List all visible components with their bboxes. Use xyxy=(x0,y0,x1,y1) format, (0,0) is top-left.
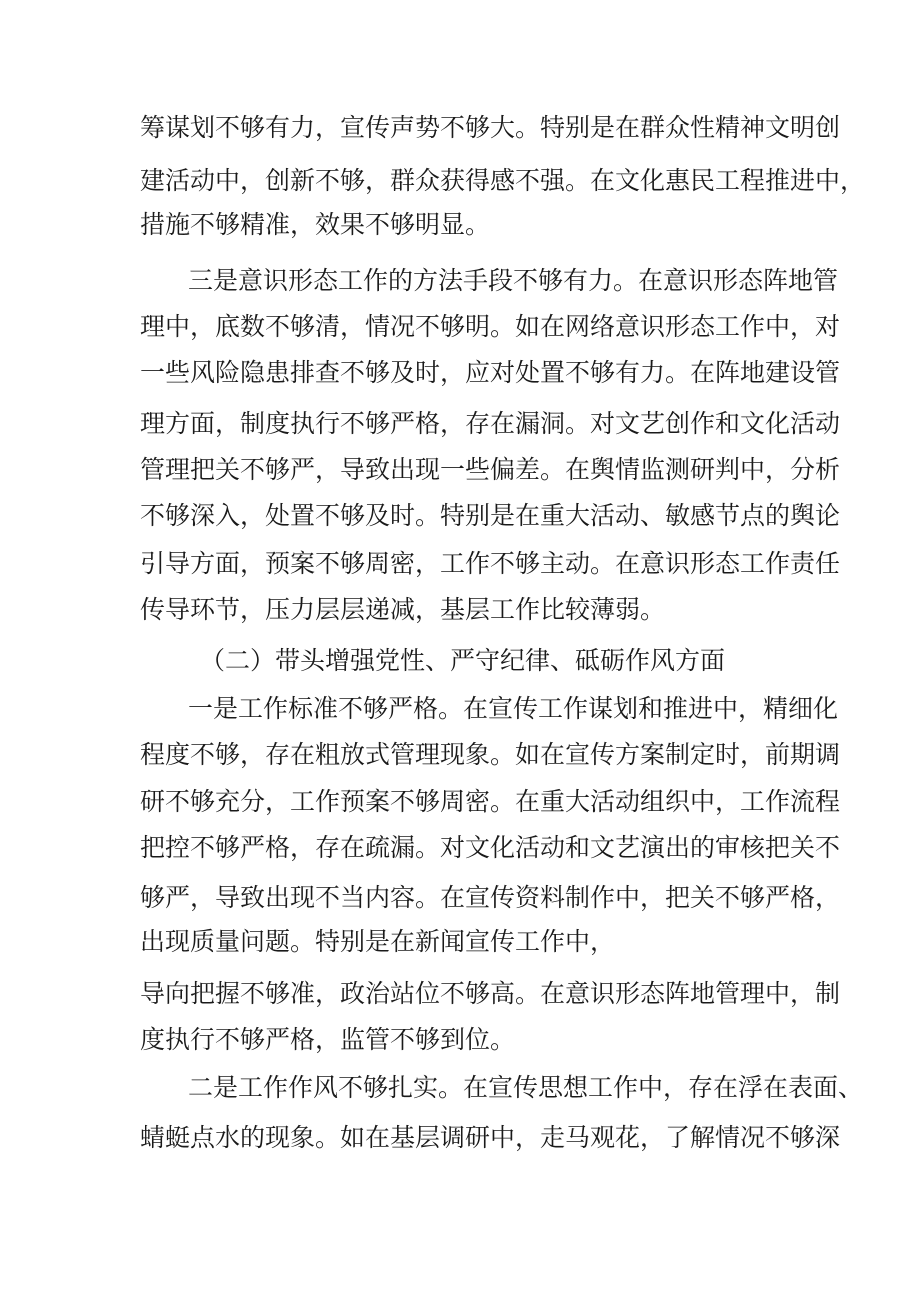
paragraph-line: 传导环节，压力层层递减，基层工作比较薄弱。 xyxy=(140,595,666,624)
paragraph-line: 二是工作作风不够扎实。在宣传思想工作中，存在浮在表面、 xyxy=(188,1073,864,1102)
paragraph-line: 理方面，制度执行不够严格，存在漏洞。对文艺创作和文化活动 xyxy=(140,409,841,438)
section-heading: （二）带头增强党性、严守纪律、砥砺作风方面 xyxy=(200,646,726,675)
paragraph-line: 措施不够精准，效果不够明显。 xyxy=(140,210,491,239)
paragraph-line: 不够深入，处置不够及时。特别是在重大活动、敏感节点的舆论 xyxy=(140,501,841,530)
paragraph-line: 一些风险隐患排查不够及时，应对处置不够有力。在阵地建设管 xyxy=(140,358,841,387)
paragraph-line: 出现质量问题。特别是在新闻宣传工作中， xyxy=(140,927,616,956)
paragraph-line: 引导方面，预案不够周密，工作不够主动。在意识形态工作责任 xyxy=(140,549,841,578)
paragraph-line: 度执行不够严格，监管不够到位。 xyxy=(140,1025,516,1054)
paragraph-line: 程度不够，存在粗放式管理现象。如在宣传方案制定时，前期调 xyxy=(140,740,841,769)
paragraph-line: 研不够充分，工作预案不够周密。在重大活动组织中，工作流程 xyxy=(140,787,841,816)
paragraph-line: 导向把握不够准，政治站位不够高。在意识形态阵地管理中，制 xyxy=(140,979,841,1008)
paragraph-line: 蜻蜓点水的现象。如在基层调研中，走马观花，了解情况不够深 xyxy=(140,1123,841,1152)
paragraph-line: 理中，底数不够清，情况不够明。如在网络意识形态工作中，对 xyxy=(140,312,841,341)
paragraph-line: 把控不够严格，存在疏漏。对文化活动和文艺演出的审核把关不 xyxy=(140,833,841,862)
paragraph-line: 三是意识形态工作的方法手段不够有力。在意识形态阵地管 xyxy=(188,266,839,295)
paragraph-line: 够严，导致出现不当内容。在宣传资料制作中，把关不够严格， xyxy=(140,883,841,912)
paragraph-line: 筹谋划不够有力，宣传声势不够大。特别是在群众性精神文明创 xyxy=(140,113,841,142)
paragraph-line: 一是工作标准不够严格。在宣传工作谋划和推进中，精细化 xyxy=(188,694,839,723)
paragraph-line: 管理把关不够严，导致出现一些偏差。在舆情监测研判中，分析 xyxy=(140,455,841,484)
paragraph-line: 建活动中，创新不够，群众获得感不强。在文化惠民工程推进中， xyxy=(140,166,866,195)
